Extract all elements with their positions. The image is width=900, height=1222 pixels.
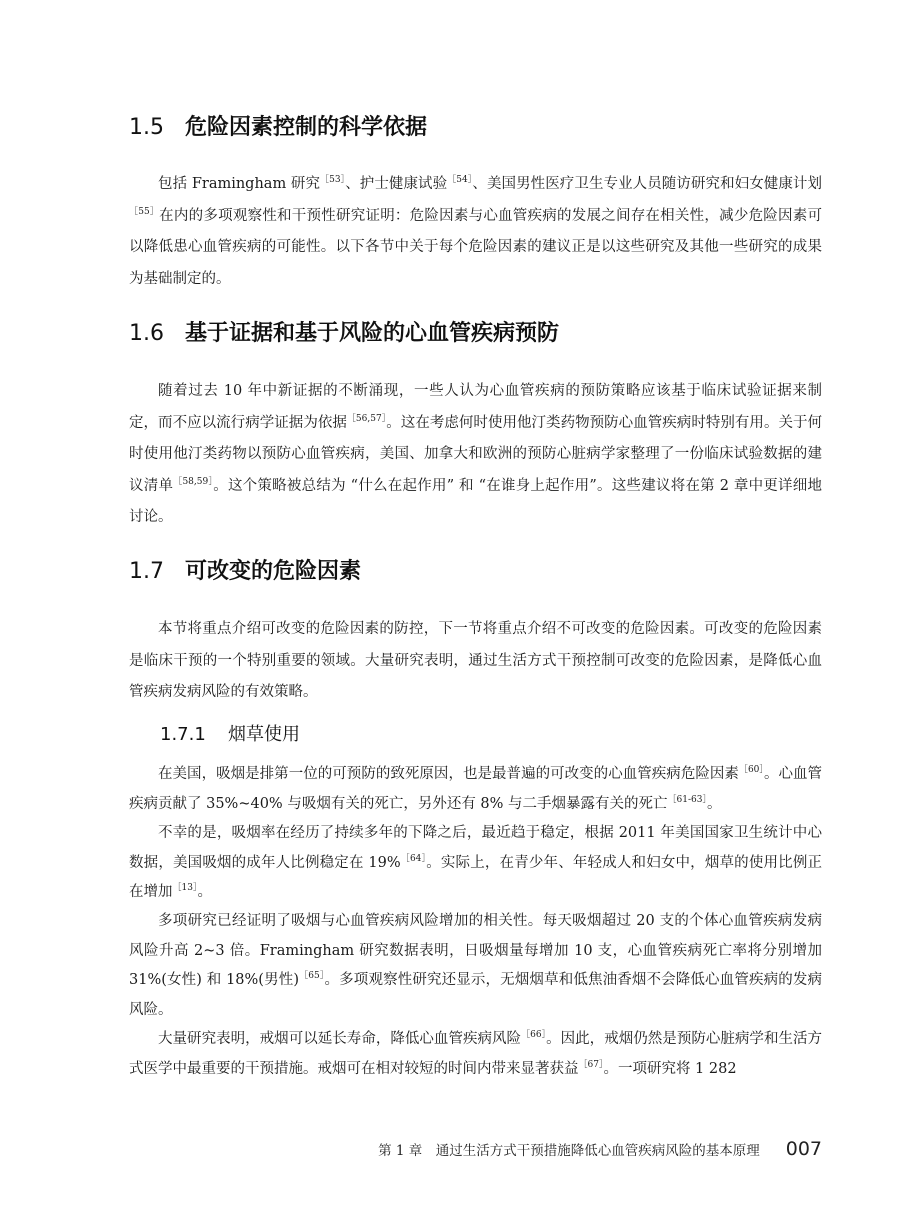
text-run: 。这在考虑何时使用他汀类药物预防心血管疾病时特别有用。关于何时使用他汀类药物以预防心血管疾病，美国、加拿大和欧洲的预防心脏病学家整理了一份临床试验数据的建议清单 xyxy=(129,414,823,494)
text-run: 、美国男性医疗卫生专业人员随访研究和妇女健康计划 xyxy=(472,176,823,192)
citation: ［58,59］ xyxy=(173,476,214,487)
text-run: 随着过去 10 年中新证据的不断涌现，一些人认为心血管疾病的预防策略应该基于临床试验证据来制定，而不应以流行病学证据为依据 xyxy=(129,383,822,431)
subsection-heading-1-7-1 xyxy=(160,720,300,746)
text-run: 。 xyxy=(707,795,722,812)
page-number: 007 xyxy=(785,1138,822,1160)
text-run: 不幸的是，吸烟率在经历了持续多年的下降之后，最近趋于稳定，根据 2011 年美国国家卫生统计中心数据，美国吸烟的成年人比例稳定在 19% xyxy=(129,825,822,871)
paragraph xyxy=(129,907,822,1025)
citation: ［61-63］ xyxy=(667,794,707,805)
section-title: 可改变的危险因素 xyxy=(185,559,362,584)
citation: ［67］ xyxy=(578,1059,604,1070)
text-run: 。因此，戒烟仍然是预防心脏病学和生活方式医学中最重要的干预措施。戒烟可在相对较短的时间内带来显著获益 xyxy=(129,1031,823,1077)
text-run: 多项研究已经证明了吸烟与心血管疾病风险增加的相关性。每天吸烟超过 20 支的个体心血管疾病发病风险升高 2~3 倍。Framingham 研究数据表明，日吸烟量每增加 10 支，心血管疾病死亡率将分别增加 31%(女性) 和 18%(男性) xyxy=(129,913,822,988)
text-run: 。一项研究将 1 282 xyxy=(603,1060,737,1077)
text-run: 本节将重点介绍可改变的危险因素的防控，下一节将重点介绍不可改变的危险因素。可改变的危险因素是临床干预的一个特别重要的领域。大量研究表明，通过生活方式干预控制可改变的危险因素，是降低心血管疾病发病风险的有效策略。 xyxy=(129,621,822,700)
text-run: 包括 Framingham 研究 xyxy=(158,176,321,192)
text-run: 。多项观察性研究还显示，无烟烟草和低焦油香烟不会降低心血管疾病的发病风险。 xyxy=(129,972,823,1018)
paragraph xyxy=(129,819,822,908)
citation: ［64］ xyxy=(400,853,427,864)
citation: ［56,57］ xyxy=(346,413,387,424)
text-run: 。这个策略被总结为 “什么在起作用” 和 “在谁身上起作用”。这些建议将在第 2 章中更详细地讨论。 xyxy=(129,477,823,525)
paragraph xyxy=(129,169,822,295)
text-run: 。 xyxy=(197,884,212,900)
citation: ［54］ xyxy=(447,175,473,186)
section-heading-1-6 xyxy=(129,316,559,347)
section-heading-1-5 xyxy=(129,110,427,141)
paragraph xyxy=(129,614,822,709)
text-run: 。实际上，在青少年、年轻成人和妇女中，烟草的使用比例正在增加 xyxy=(129,854,822,900)
paragraph xyxy=(129,376,822,534)
text-run: 、护士健康试验 xyxy=(345,176,448,192)
text-run: 在美国，吸烟是排第一位的可预防的致死原因，也是最普遍的可改变的心血管疾病危险因素 xyxy=(158,766,739,782)
citation: ［53］ xyxy=(320,175,346,186)
section-number: 1.6 xyxy=(129,321,164,346)
section-title: 危险因素控制的科学依据 xyxy=(185,115,428,140)
paragraph xyxy=(129,760,822,819)
subsection-number: 1.7.1 xyxy=(160,724,206,745)
running-chapter-title: 第 1 章 通过生活方式干预措施降低心血管疾病风险的基本原理 xyxy=(378,1143,760,1159)
text-run: 大量研究表明，戒烟可以延长寿命，降低心血管疾病风险 xyxy=(158,1031,522,1047)
citation: ［65］ xyxy=(299,971,325,982)
text-run: 在内的多项观察性和干预性研究证明：危险因素与心血管疾病的发展之间存在相关性，减少危险因素可以降低患心血管疾病的可能性。以下各节中关于每个危险因素的建议正是以这些研究及其他一些研究的成果为基础制定的。 xyxy=(129,207,823,287)
section-title: 基于证据和基于风险的心血管疾病预防 xyxy=(185,321,560,346)
citation: ［55］ xyxy=(129,206,160,217)
section-heading-1-7 xyxy=(129,554,361,585)
paragraph xyxy=(129,1025,822,1084)
citation: ［13］ xyxy=(172,883,198,894)
section-number: 1.5 xyxy=(129,115,164,140)
text-run: 。心血管疾病贡献了 35%~40% 与吸烟有关的死亡，另外还有 8% 与二手烟暴露有关的死亡 xyxy=(129,766,823,812)
citation: ［60］ xyxy=(738,765,764,776)
citation: ［66］ xyxy=(521,1030,547,1041)
section-number: 1.7 xyxy=(129,559,164,584)
subsection-title: 烟草使用 xyxy=(228,724,300,745)
page-footer xyxy=(380,1138,822,1160)
